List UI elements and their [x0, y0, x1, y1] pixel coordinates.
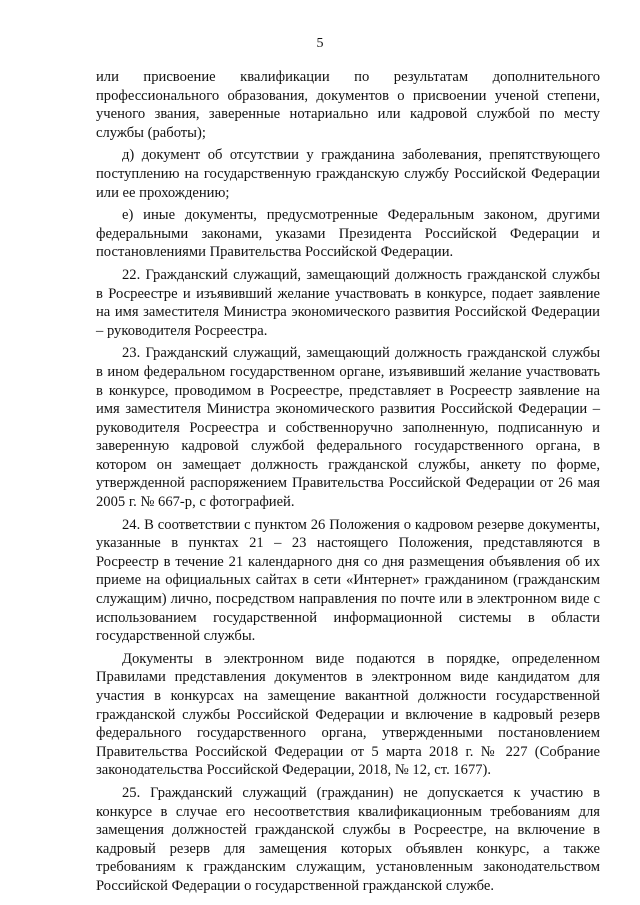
document-body: [96, 68, 600, 900]
paragraph-22: 22. Гражданский служащий, замещающий должность гражданской службы в Росреестре и изъявивший желание участвовать в конкурсе, подает заявление на имя заместителя Министра экономического развития Российской Федерации – руководителя Росреестра.: [96, 266, 600, 339]
paragraph-continuation: или присвоение квалификации по результатам дополнительного профессионального образования, документов о присвоении ученой степени, ученого звания, заверенные нотариально или кадровой службой по месту службы (работы);: [96, 69, 600, 141]
paragraph-25: 25. Гражданский служащий (гражданин) не допускается к участию в конкурсе в случае его несоответствия квалификационным требованиям для замещения должностей гражданской службы в Росреестре, на включение в кадровый резерв для замещения которых объявлен конкурс, а также требованиям к гражданским служащим, установленным законодательством Российской Федерации о государственной гражданской службе.: [96, 784, 600, 894]
paragraph-item-d: д) документ об отсутствии у гражданина заболевания, препятствующего поступлению на государственную гражданскую службу Российской Федерации или ее прохождению;: [96, 147, 600, 201]
paragraph-23: 23. Гражданский служащий, замещающий должность гражданской службы в ином федеральном государственном органе, изъявивший желание участвовать в конкурсе, проводимом в Росреестре, представляет в Росреестр заявление на имя заместителя Министра экономического развития Российской Федерации – руководителя Росреестра и собственноручно заполненную, подписанную и заверенную кадровой службой федерального государственного органа, в котором он замещает должность гражданской службы, анкету по форме, утвержденной распоряжением Правительства Российской Федерации от 26 мая 2005 г. № 667-р, с фотографией.: [96, 345, 600, 511]
page-number: 5: [316, 36, 324, 51]
paragraph-24: 24. В соответствии с пунктом 26 Положения о кадровом резерве документы, указанные в пунктах 21 – 23 настоящего Положения, представляются в Росреестр в течение 21 календарного дня со дня размещения объявления об их приеме на официальных сайтах в сети «Интернет» гражданином (гражданским служащим) лично, посредством направления по почте или в электронном виде с использованием государственной информационной системы в области государственной службы.: [96, 516, 600, 645]
paragraph-item-e: е) иные документы, предусмотренные Федеральным законом, другими федеральными законами, указами Президента Российской Федерации и постановлениями Правительства Российской Федерации.: [96, 207, 600, 261]
paragraph-24-electronic: Документы в электронном виде подаются в порядке, определенном Правилами представления документов в электронном виде кандидатом для участия в конкурсах на замещение вакантной должности государственной гражданской службы Российской Федерации и включение в кадровый резерв федерального государственного органа, утвержденными постановлением Правительства Российской Федерации от 5 марта 2018 г. № 227 (Собрание законодательства Российской Федерации, 2018, № 12, ст. 1677).: [96, 650, 600, 779]
